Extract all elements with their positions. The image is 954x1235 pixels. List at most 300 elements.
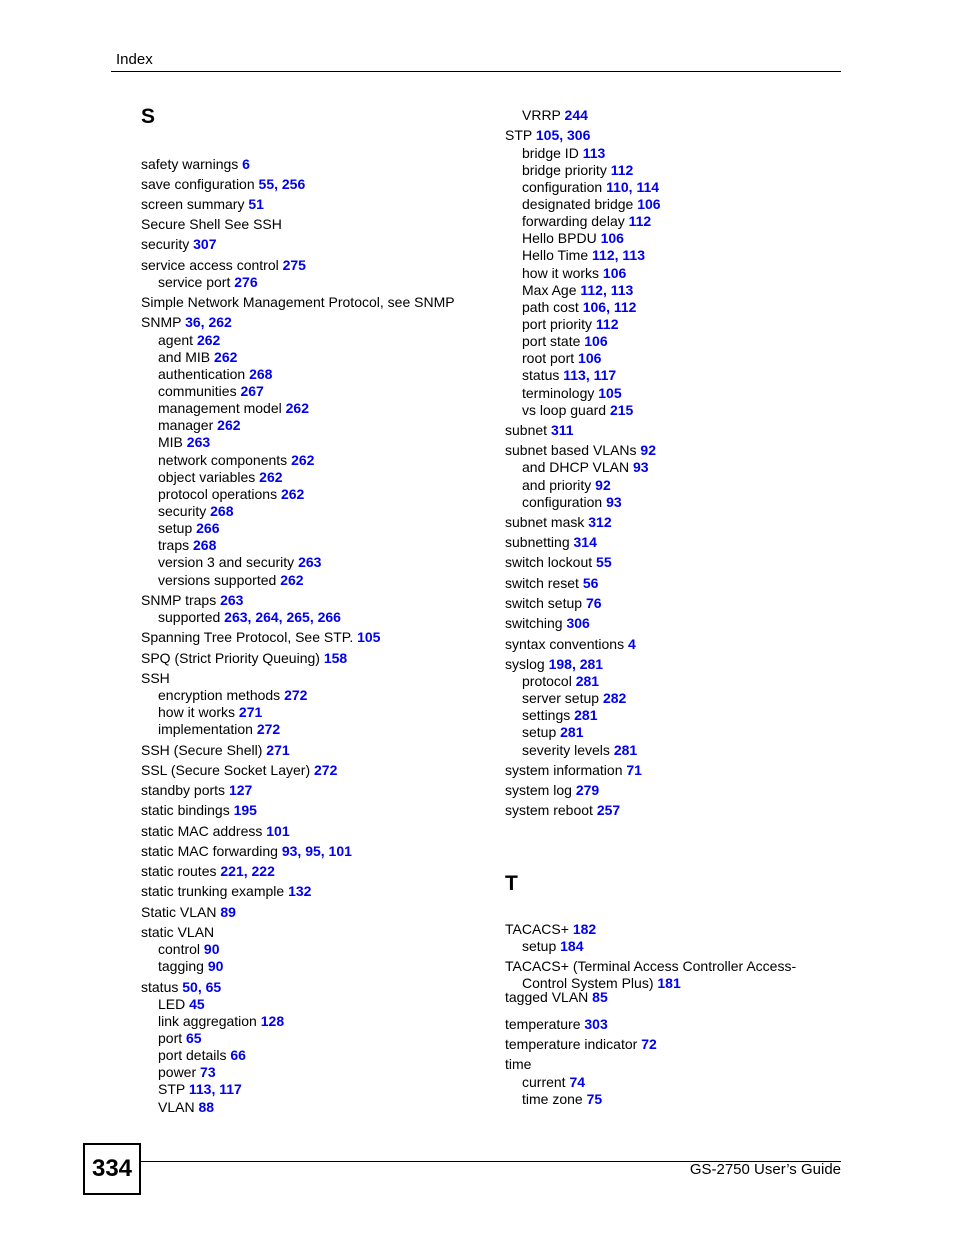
entry-term: syntax conventions xyxy=(505,636,628,652)
index-subentry xyxy=(141,1099,214,1116)
index-entry xyxy=(505,921,596,938)
entry-term: manager xyxy=(158,417,218,433)
page-link[interactable]: 85 xyxy=(592,989,608,1005)
entry-term: STP xyxy=(158,1081,189,1097)
page-link[interactable]: 112 xyxy=(592,247,615,263)
entry-term: root port xyxy=(522,350,579,366)
index-subentry xyxy=(505,938,584,955)
page-link[interactable]: 262 xyxy=(214,349,238,365)
page-link[interactable]: 112 xyxy=(595,316,619,332)
entry-term: bridge priority xyxy=(522,162,611,178)
page-link[interactable]: 272 xyxy=(256,721,281,737)
page-link[interactable]: 263 xyxy=(220,592,244,608)
page-link[interactable]: 74 xyxy=(569,1074,586,1090)
index-subentry xyxy=(505,230,624,247)
page-link[interactable]: 281 xyxy=(560,724,584,740)
page-link[interactable]: 184 xyxy=(560,938,584,954)
page-link[interactable]: 117 xyxy=(593,367,617,383)
page-link[interactable]: 266 xyxy=(196,520,220,536)
index-entry xyxy=(505,422,574,439)
index-entry xyxy=(141,236,216,253)
index-entry xyxy=(505,534,597,551)
entry-term: service access control xyxy=(141,257,283,273)
page-link[interactable]: 221 xyxy=(220,863,244,879)
entry-term: switch setup xyxy=(505,595,586,611)
entry-term: power xyxy=(158,1064,201,1080)
entry-term: switch reset xyxy=(505,575,583,591)
page-link[interactable]: 272 xyxy=(284,687,308,703)
entry-term: LED xyxy=(158,996,190,1012)
entry-term: subnet based VLANs xyxy=(505,442,641,458)
index-entry xyxy=(141,782,252,799)
index-entry xyxy=(141,802,257,819)
page-link[interactable]: 56 xyxy=(582,575,599,591)
page-link[interactable]: 90 xyxy=(207,958,224,974)
entry-term: safety warnings xyxy=(141,156,243,172)
page-link[interactable]: 6 xyxy=(242,156,250,172)
entry-term: how it works xyxy=(522,265,603,281)
entry-term: security xyxy=(141,236,194,252)
entry-term: Hello Time xyxy=(522,247,593,263)
entry-term: tagged VLAN xyxy=(505,989,593,1005)
page-number: 334 xyxy=(83,1143,141,1195)
page-link[interactable]: 303 xyxy=(584,1016,608,1032)
entry-term: Secure Shell See SSH xyxy=(141,216,282,232)
page-link[interactable]: 113 xyxy=(582,145,606,161)
entry-term: Max Age xyxy=(522,282,581,298)
index-entry xyxy=(505,442,656,459)
index-entry xyxy=(505,636,636,653)
index-subentry xyxy=(505,196,661,213)
page-link[interactable]: 106 xyxy=(582,299,607,315)
page-link[interactable]: 132 xyxy=(288,883,312,899)
entry-term: agent xyxy=(158,332,197,348)
page-link[interactable]: 263 xyxy=(186,434,211,450)
index-subentry xyxy=(141,1013,284,1030)
entry-term: subnet mask xyxy=(505,514,589,530)
index-subentry xyxy=(141,486,304,503)
page-link[interactable]: 113 xyxy=(563,367,586,383)
entry-term: VRRP xyxy=(522,107,565,123)
entry-term: save configuration xyxy=(141,176,259,192)
entry-term: authentication xyxy=(158,366,250,382)
page-link[interactable]: 266 xyxy=(317,609,341,625)
index-entry xyxy=(141,979,221,996)
entry-term: screen summary xyxy=(141,196,249,212)
index-entry xyxy=(141,294,455,311)
page-link[interactable]: 127 xyxy=(228,782,253,798)
index-subentry xyxy=(141,349,237,366)
index-entry xyxy=(505,1056,531,1073)
entry-term: time xyxy=(505,1056,532,1072)
index-entry xyxy=(141,592,243,609)
index-entry xyxy=(141,156,250,173)
page-link[interactable]: 105 xyxy=(598,385,622,401)
page-link[interactable]: 264 xyxy=(255,609,279,625)
entry-term: setup xyxy=(522,724,561,740)
page-link[interactable]: 101 xyxy=(328,843,352,859)
entry-term: STP xyxy=(505,127,536,143)
page-separator: , xyxy=(200,314,209,330)
page-link[interactable]: 281 xyxy=(579,656,604,672)
page-link[interactable]: 256 xyxy=(281,176,306,192)
page-separator: , xyxy=(614,247,623,263)
index-entry xyxy=(141,650,347,667)
index-subentry xyxy=(505,742,637,759)
index-subentry xyxy=(505,316,619,333)
entry-term: SNMP xyxy=(141,314,186,330)
page-link[interactable]: 117 xyxy=(219,1081,242,1097)
page-link[interactable]: 65 xyxy=(186,1030,202,1046)
entry-term: server setup xyxy=(522,690,603,706)
index-subentry xyxy=(141,400,309,417)
entry-term: service port xyxy=(158,274,235,290)
page-link[interactable]: 112 xyxy=(580,282,603,298)
page-link[interactable]: 95 xyxy=(305,843,321,859)
index-subentry xyxy=(505,477,611,494)
page-separator: , xyxy=(320,843,329,859)
section-letter: S xyxy=(141,105,156,128)
entry-term: network components xyxy=(158,452,292,468)
page-link[interactable]: 271 xyxy=(266,742,290,758)
index-subentry xyxy=(141,1047,246,1064)
page-link[interactable]: 92 xyxy=(640,442,656,458)
entry-term: static VLAN xyxy=(141,924,215,940)
page-separator: , xyxy=(571,656,580,672)
entry-term: status xyxy=(522,367,564,383)
page-separator: , xyxy=(278,609,287,625)
entry-term: time zone xyxy=(522,1091,587,1107)
page-link[interactable]: 113 xyxy=(622,247,645,263)
section-letter: T xyxy=(505,872,518,895)
index-entry xyxy=(505,127,590,144)
page-link[interactable]: 268 xyxy=(249,366,273,382)
entry-term: traps xyxy=(158,537,194,553)
page-link[interactable]: 89 xyxy=(220,904,236,920)
page-link[interactable]: 75 xyxy=(586,1091,603,1107)
page-separator: , xyxy=(585,367,594,383)
index-subentry xyxy=(141,941,220,958)
entry-term: setup xyxy=(158,520,197,536)
entry-term: settings xyxy=(522,707,575,723)
entry-term: TACACS+ xyxy=(505,921,573,937)
entry-term: standby ports xyxy=(141,782,229,798)
index-entry xyxy=(141,904,236,921)
page-link[interactable]: 106 xyxy=(600,230,624,246)
page-link[interactable]: 76 xyxy=(585,595,602,611)
index-subentry xyxy=(141,721,280,738)
index-subentry xyxy=(141,434,210,451)
index-entry xyxy=(141,742,290,759)
page-link[interactable]: 279 xyxy=(575,782,600,798)
entry-term: Hello BPDU xyxy=(522,230,601,246)
index-subentry xyxy=(505,1074,585,1091)
guide-title: GS-2750 User’s Guide xyxy=(689,1161,841,1178)
index-entry xyxy=(505,1036,657,1053)
index-entry xyxy=(505,575,598,592)
page-separator: , xyxy=(602,282,611,298)
page-link[interactable]: 90 xyxy=(203,941,220,957)
index-subentry xyxy=(141,274,258,291)
index-subentry xyxy=(505,402,633,419)
page-link[interactable]: 262 xyxy=(196,332,221,348)
index-entry xyxy=(141,843,352,860)
index-subentry xyxy=(141,554,321,571)
index-entry xyxy=(141,863,275,880)
index-subentry xyxy=(505,162,633,179)
index-subentry xyxy=(505,213,651,230)
entry-term: vs loop guard xyxy=(522,402,610,418)
entry-term: Spanning Tree Protocol, See STP. xyxy=(141,629,358,645)
page-link[interactable]: 263 xyxy=(298,554,322,570)
page-link[interactable]: 268 xyxy=(193,537,217,553)
index-subentry xyxy=(505,690,626,707)
entry-term: static MAC address xyxy=(141,823,267,839)
index-entry xyxy=(141,762,337,779)
page-link[interactable]: 55 xyxy=(258,176,275,192)
index-entry xyxy=(505,802,620,819)
page-link[interactable]: 106 xyxy=(637,196,661,212)
index-subentry xyxy=(141,503,233,520)
page-link[interactable]: 51 xyxy=(248,196,264,212)
page-link[interactable]: 105 xyxy=(357,629,381,645)
page-link[interactable]: 262 xyxy=(280,572,304,588)
entry-term: configuration xyxy=(522,494,607,510)
entry-term: protocol operations xyxy=(158,486,281,502)
page-link[interactable]: 110 xyxy=(606,179,629,195)
index-entry xyxy=(505,615,590,632)
page-link[interactable]: 267 xyxy=(240,383,264,399)
page-separator: , xyxy=(606,299,614,315)
page-link[interactable]: 195 xyxy=(233,802,257,818)
page-link[interactable]: 262 xyxy=(217,417,241,433)
entry-term: path cost xyxy=(522,299,583,315)
entry-term: implementation xyxy=(158,721,257,737)
page-link[interactable]: 182 xyxy=(572,921,597,937)
page-link[interactable]: 88 xyxy=(198,1099,215,1115)
entry-term: SSL (Secure Socket Layer) xyxy=(141,762,315,778)
index-entry xyxy=(505,656,603,673)
entry-term: management model xyxy=(158,400,286,416)
page-link[interactable]: 106 xyxy=(578,350,602,366)
page-link[interactable]: 311 xyxy=(550,422,574,438)
index-subentry xyxy=(505,282,633,299)
index-subentry xyxy=(505,145,605,162)
page-link[interactable]: 106 xyxy=(584,333,608,349)
entry-term: control xyxy=(158,941,204,957)
running-header: Index xyxy=(116,51,153,68)
entry-term: static MAC forwarding xyxy=(141,843,282,859)
page-link[interactable]: 306 xyxy=(567,127,591,143)
page-separator: , xyxy=(211,1081,220,1097)
entry-term: Static VLAN xyxy=(141,904,221,920)
page-link[interactable]: 281 xyxy=(613,742,638,758)
page-link[interactable]: 282 xyxy=(602,690,627,706)
page-link[interactable]: 181 xyxy=(657,975,681,991)
page-link[interactable]: 114 xyxy=(636,179,660,195)
page-link[interactable]: 265 xyxy=(286,609,310,625)
page-link[interactable]: 281 xyxy=(574,707,598,723)
page-link[interactable]: 262 xyxy=(285,400,309,416)
index-entry xyxy=(141,670,170,687)
page-link[interactable]: 106 xyxy=(602,265,627,281)
index-subentry xyxy=(505,179,659,196)
page-link[interactable]: 262 xyxy=(280,486,305,502)
entry-term: severity levels xyxy=(522,742,614,758)
page-link[interactable]: 66 xyxy=(230,1047,246,1063)
entry-term: configuration xyxy=(522,179,607,195)
entry-term: object variables xyxy=(158,469,260,485)
page-link[interactable]: 112 xyxy=(613,299,637,315)
index-subentry xyxy=(505,707,598,724)
entry-term: versions supported xyxy=(158,572,281,588)
page-link[interactable]: 275 xyxy=(282,257,306,273)
page-link[interactable]: 4 xyxy=(627,636,636,652)
index-subentry xyxy=(505,107,588,124)
index-subentry xyxy=(505,265,626,282)
page-link[interactable]: 215 xyxy=(609,402,634,418)
index-subentry xyxy=(141,417,241,434)
page-link[interactable]: 36 xyxy=(185,314,201,330)
page-link[interactable]: 312 xyxy=(588,514,612,530)
index-subentry xyxy=(505,724,584,741)
page-link[interactable]: 93 xyxy=(281,843,298,859)
page-link[interactable]: 276 xyxy=(234,274,258,290)
entry-term: setup xyxy=(522,938,561,954)
entry-term: encryption methods xyxy=(158,687,285,703)
index-subentry xyxy=(141,958,223,975)
page-link[interactable]: 314 xyxy=(573,534,597,550)
page-link[interactable]: 257 xyxy=(596,802,621,818)
entry-term: bridge ID xyxy=(522,145,583,161)
page-link[interactable]: 222 xyxy=(251,863,275,879)
index-subentry xyxy=(505,385,622,402)
page-link[interactable]: 50 xyxy=(182,979,198,995)
page-link[interactable]: 93 xyxy=(606,494,622,510)
page-link[interactable]: 105 xyxy=(535,127,560,143)
page-separator: , xyxy=(274,176,282,192)
page-link[interactable]: 281 xyxy=(575,673,600,689)
index-subentry xyxy=(505,459,649,476)
entry-term: port state xyxy=(522,333,585,349)
entry-term: static routes xyxy=(141,863,221,879)
page-link[interactable]: 306 xyxy=(566,615,590,631)
index-subentry xyxy=(505,367,616,384)
page-link[interactable]: 73 xyxy=(200,1064,216,1080)
page-link[interactable]: 112 xyxy=(628,213,652,229)
index-subentry xyxy=(505,494,622,511)
page-link[interactable]: 65 xyxy=(205,979,222,995)
page-link[interactable]: 55 xyxy=(596,554,612,570)
entry-term: subnet xyxy=(505,422,551,438)
page-separator: , xyxy=(628,179,637,195)
entry-term: and MIB xyxy=(158,349,215,365)
page-link[interactable]: 262 xyxy=(208,314,232,330)
entry-term: TACACS+ (Terminal Access Controller Access- xyxy=(505,958,797,974)
index-entry xyxy=(141,823,290,840)
entry-term: Control System Plus) xyxy=(522,975,658,991)
page-separator: , xyxy=(197,979,206,995)
page-separator: , xyxy=(559,127,568,143)
index-subentry xyxy=(141,572,304,589)
page-separator: , xyxy=(297,843,306,859)
page-link[interactable]: 92 xyxy=(595,477,611,493)
page-link[interactable]: 113 xyxy=(188,1081,212,1097)
index-subentry xyxy=(505,333,608,350)
entry-term: how it works xyxy=(158,704,239,720)
entry-term: system information xyxy=(505,762,627,778)
entry-term: SSH xyxy=(141,670,170,686)
index-entry xyxy=(141,257,306,274)
entry-term: switch lockout xyxy=(505,554,597,570)
page-link[interactable]: 244 xyxy=(564,107,588,123)
page-link[interactable]: 71 xyxy=(626,762,642,778)
index-subentry xyxy=(141,1030,202,1047)
page-link[interactable]: 113 xyxy=(610,282,634,298)
index-subentry xyxy=(505,1091,602,1108)
page-link[interactable]: 101 xyxy=(266,823,290,839)
index-subentry xyxy=(505,350,601,367)
entry-term: VLAN xyxy=(158,1099,199,1115)
page-link[interactable]: 262 xyxy=(259,469,283,485)
entry-term: security xyxy=(158,503,211,519)
entry-term: system log xyxy=(505,782,576,798)
page-link[interactable]: 45 xyxy=(189,996,205,1012)
page-link[interactable]: 263 xyxy=(224,609,248,625)
page-separator: , xyxy=(247,609,256,625)
page-link[interactable]: 307 xyxy=(193,236,217,252)
entry-term: designated bridge xyxy=(522,196,638,212)
page-link[interactable]: 198 xyxy=(548,656,572,672)
page-link[interactable]: 128 xyxy=(260,1013,285,1029)
entry-term: terminology xyxy=(522,385,599,401)
index-subentry xyxy=(141,996,205,1013)
page-link[interactable]: 112 xyxy=(610,162,634,178)
index-subentry xyxy=(505,299,636,316)
entry-term: temperature indicator xyxy=(505,1036,642,1052)
index-subentry xyxy=(505,673,599,690)
page-link[interactable]: 272 xyxy=(314,762,338,778)
page-separator: , xyxy=(243,863,252,879)
index-entry xyxy=(505,514,612,531)
index-entry xyxy=(141,196,264,213)
index-entry xyxy=(141,883,311,900)
page-link[interactable]: 262 xyxy=(291,452,315,468)
entry-term: port details xyxy=(158,1047,231,1063)
index-subentry xyxy=(141,469,283,486)
entry-term: port xyxy=(158,1030,187,1046)
entry-term: SNMP traps xyxy=(141,592,221,608)
page-link[interactable]: 271 xyxy=(238,704,263,720)
index-subentry xyxy=(141,537,216,554)
index-entry xyxy=(505,595,602,612)
page-link[interactable]: 268 xyxy=(210,503,234,519)
page-link[interactable]: 158 xyxy=(323,650,348,666)
entry-term: MIB xyxy=(158,434,187,450)
index-entry xyxy=(505,782,599,799)
page-separator: , xyxy=(309,609,318,625)
entry-term: Simple Network Management Protocol, see SNMP xyxy=(141,294,455,310)
entry-term: switching xyxy=(505,615,567,631)
page-link[interactable]: 93 xyxy=(633,459,649,475)
index-entry xyxy=(141,314,232,331)
index-subentry xyxy=(141,687,307,704)
page-link[interactable]: 72 xyxy=(641,1036,657,1052)
header-rule xyxy=(111,71,841,72)
index-entry xyxy=(141,176,305,193)
index-subentry xyxy=(141,520,220,537)
index-subentry xyxy=(141,452,314,469)
